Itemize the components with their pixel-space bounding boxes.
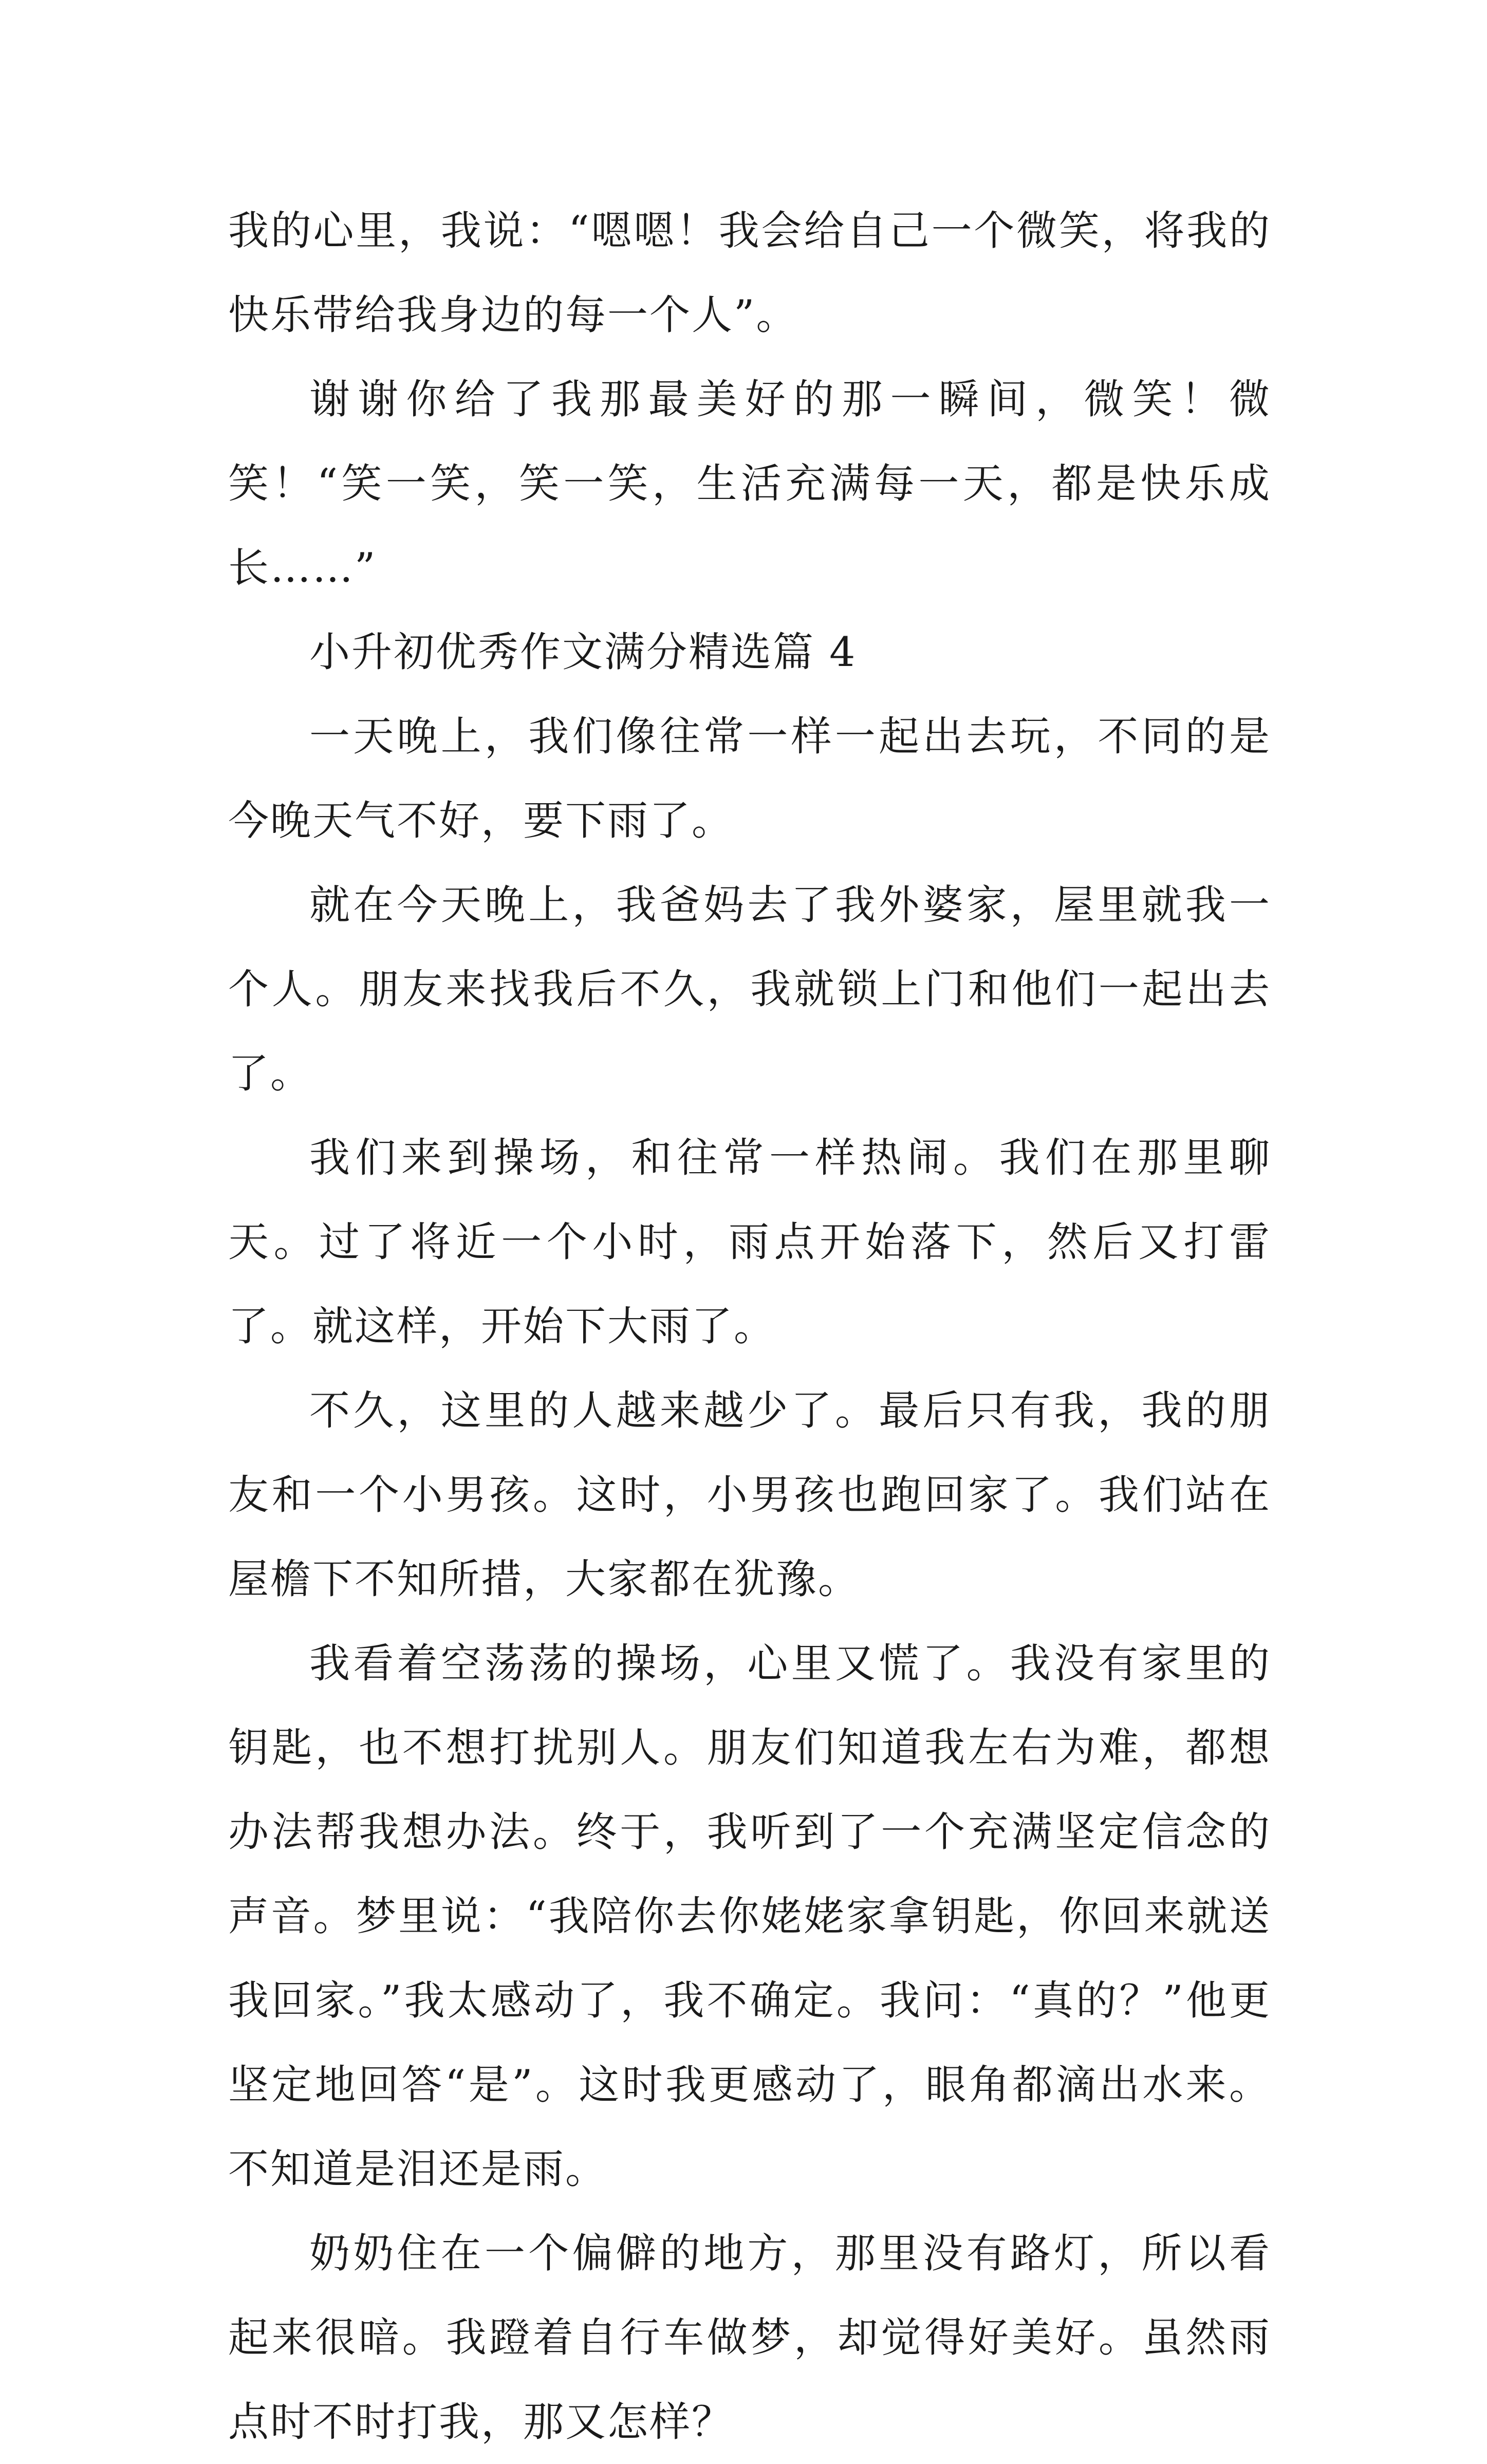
section-heading: 小升初优秀作文满分精选篇 4 (309, 628, 857, 676)
paragraph: 谢谢你给了我那最美好的那一瞬间，微笑！微笑！“笑一笑，笑一笑，生活充满每一天，都是快乐成长……” (228, 376, 1271, 591)
paragraph: 不久，这里的人越来越少了。最后只有我，我的朋友和一个小男孩。这时，小男孩也跑回家了。我们站在屋檐下不知所措，大家都在犹豫。 (228, 1387, 1271, 1603)
paragraph-continuation: 我的心里，我说：“嗯嗯！我会给自己一个微笑，将我的快乐带给我身边的每一个人”。 (228, 207, 1271, 339)
paragraph: 一天晚上，我们像往常一样一起出去玩，不同的是今晚天气不好，要下雨了。 (228, 713, 1271, 844)
paragraph: 我看着空荡荡的操场，心里又慌了。我没有家里的钥匙，也不想打扰别人。朋友们知道我左右为难，都想办法帮我想办法。终于，我听到了一个充满坚定信念的声音。梦里说：“我陪你去你姥姥家拿钥匙，你回来就送我回家。”我太感动了，我不确定。我问：“真的？”他更坚定地回答“是”。这时我更感动了，眼角都滴出水来。不知道是泪还是雨。 (228, 1640, 1271, 2193)
paragraph: 我们来到操场，和往常一样热闹。我们在那里聊天。过了将近一个小时，雨点开始落下，然后又打雷了。就这样，开始下大雨了。 (228, 1134, 1271, 1350)
document-body (228, 189, 1271, 2464)
paragraph: 就在今天晚上，我爸妈去了我外婆家，屋里就我一个人。朋友来找我后不久，我就锁上门和他们一起出去了。 (228, 881, 1271, 1097)
paragraph: 奶奶住在一个偏僻的地方，那里没有路灯，所以看起来很暗。我蹬着自行车做梦，却觉得好美好。虽然雨点时不时打我，那又怎样？ (228, 2230, 1271, 2446)
